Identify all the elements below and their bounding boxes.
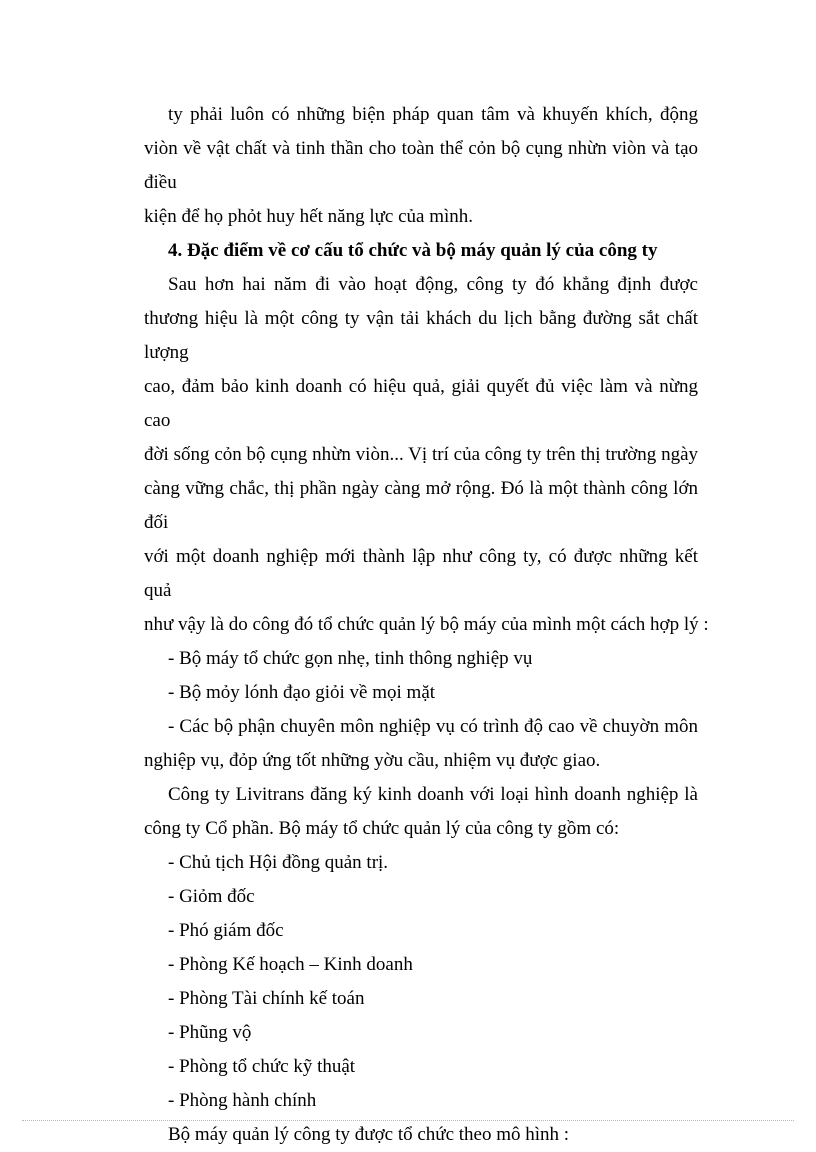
text-line: nghiệp vụ, đỏp ứng tốt những yờu cầu, nhiệm vụ được giao. bbox=[144, 750, 601, 771]
text-line: Sau hơn hai năm đi vào hoạt động, công ty đó khẳng định được bbox=[168, 274, 698, 295]
text-line: thương hiệu là một công ty vận tải khách du lịch bằng đường sắt chất lượng bbox=[144, 308, 698, 363]
text-line: công ty Cổ phần. Bộ máy tổ chức quản lý của công ty gồm có: bbox=[144, 818, 620, 839]
list-item: - Bộ mỏy lónh đạo giỏi về mọi mặt bbox=[168, 682, 436, 703]
list-item: - Phòng Tài chính kế toán bbox=[168, 988, 365, 1009]
list-item: - Phó giám đốc bbox=[168, 920, 284, 941]
section-heading: 4. Đặc điểm về cơ cấu tổ chức và bộ máy quản lý của công ty bbox=[168, 240, 658, 261]
paragraph-company-overview bbox=[144, 268, 709, 642]
text-line: ty phải luôn có những biện pháp quan tâm và khuyến khích, động bbox=[168, 104, 698, 125]
paragraph-incentives bbox=[144, 98, 698, 234]
text-line: với một doanh nghiệp mới thành lập như công ty, có được những kết quả bbox=[144, 546, 698, 601]
list-item: - Phòng tổ chức kỹ thuật bbox=[168, 1056, 356, 1077]
text-line: càng vững chắc, thị phần ngày càng mở rộng. Đó là một thành công lớn đối bbox=[144, 478, 698, 533]
list-item: - Bộ máy tổ chức gọn nhẹ, tinh thông nghiệp vụ bbox=[168, 648, 533, 669]
text-line: như vậy là do công đó tổ chức quản lý bộ máy của mình một cách hợp lý : bbox=[144, 614, 709, 635]
list-item: - Chủ tịch Hội đồng quản trị. bbox=[168, 852, 389, 873]
text-line: đời sống cỏn bộ cụng nhừn viòn... Vị trí của công ty trên thị trường ngày bbox=[144, 444, 698, 465]
text-line: - Các bộ phận chuyên môn nghiệp vụ có trình độ cao về chuyờn môn bbox=[168, 716, 698, 737]
page-footer-rule bbox=[22, 1120, 794, 1121]
text-line: viòn về vật chất và tinh thần cho toàn thể cỏn bộ cụng nhừn viòn và tạo điều bbox=[144, 138, 698, 193]
text-line: Công ty Livitrans đăng ký kinh doanh với loại hình doanh nghiệp là bbox=[168, 784, 698, 805]
paragraph-company-type bbox=[144, 778, 698, 846]
list-item: - Phòng hành chính bbox=[168, 1090, 317, 1111]
list-item: - Phòng Kế hoạch – Kinh doanh bbox=[168, 954, 413, 975]
closing-line: Bộ máy quản lý công ty được tổ chức theo mô hình : bbox=[168, 1124, 570, 1145]
list-item: - Phũng vộ bbox=[168, 1022, 252, 1043]
paragraph-departments bbox=[144, 710, 698, 778]
document-body bbox=[144, 98, 709, 1152]
list-item: - Giỏm đốc bbox=[168, 886, 255, 907]
text-line: kiện để họ phỏt huy hết năng lực của mình. bbox=[144, 206, 474, 227]
text-line: cao, đảm bảo kinh doanh có hiệu quả, giải quyết đủ việc làm và nừng cao bbox=[144, 376, 698, 431]
